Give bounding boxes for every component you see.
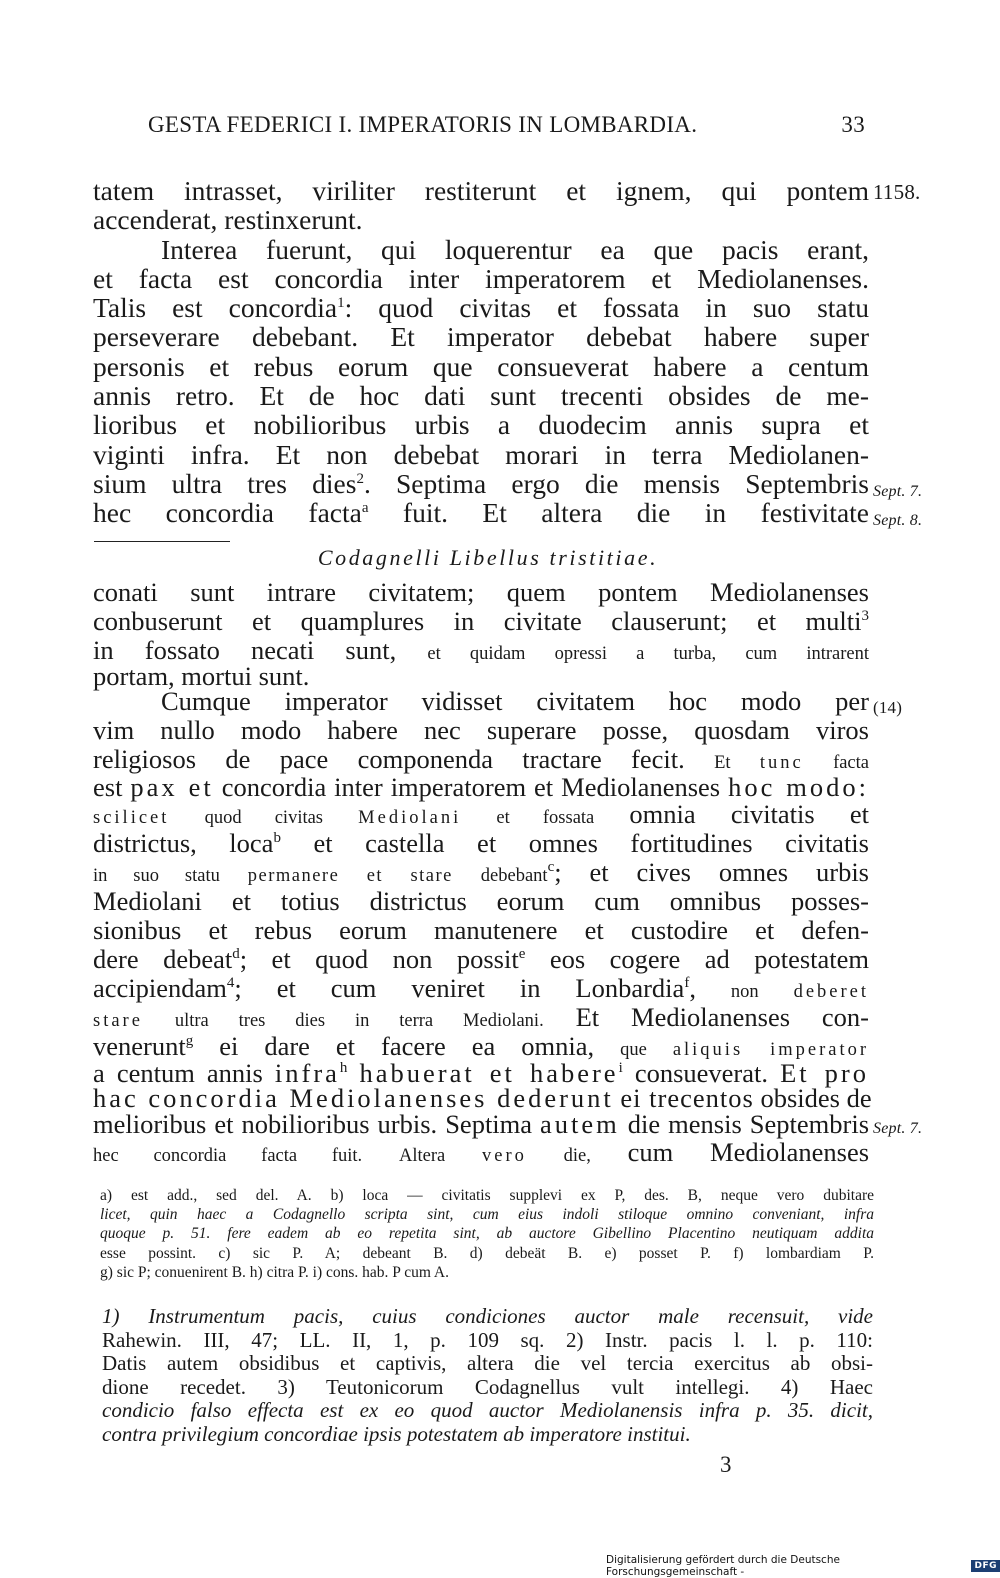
section-rule [94,541,230,542]
apparatus-line: a) est add., sed del. A. b) loca — civitatis supplevi ex P, des. B, neque vero dubitare [100,1187,874,1204]
text-line: in fossato necati sunt, et quidam opressi a turba, cum intrarent [93,635,870,665]
text-line: accipiendam$^4$; et cum veniret in Lonbardia$^f$, non deberet [93,973,870,1003]
text-line: melioribus et nobilioribus urbis. Septima autem die mensis Septembris Sept. 7. [93,1111,869,1138]
digitization-footer [606,1554,1000,1578]
text-line: Cumque imperator vidisset civitatem hoc modo per (14) [93,687,869,716]
margin-date: Sept. 8. [873,512,923,530]
running-header [148,112,865,138]
text-line: personis et rebus eorum que consueverat habere a centum [93,350,869,382]
text-line [93,497,923,530]
footnote-mark: a [361,500,369,517]
text-line: est pax et concordia inter imperatorem et Mediolanenses hoc modo: [93,772,870,802]
text-line: venerunt$^g$ ei dare et facere ea omnia, que aliquis imperator [93,1031,870,1061]
text-line: dere debeat$^d$; et quod non possit$^e$ eos cogere ad potestatem [93,944,870,974]
footer-text: Digitalisierung gefördert durch die Deutsche Forschungsgemeinschaft - [606,1554,840,1578]
text-line: religiosos de pace componenda tractare fecit. Et tunc facta [93,744,869,774]
footnote-line: Datis autem obsidibus et captivis, altera die vel tercia exercitus ab obsi- [102,1351,873,1376]
gesta-text [93,175,923,530]
footnote-line: contra privilegium concordiae ipsis potestatem ab imperatore institui. [102,1421,691,1446]
signature-number: 3 [720,1452,732,1477]
text-line: lioribus et nobilioribus urbis a duodecim annis supra et [93,409,869,441]
codagnelli-text [93,577,923,1167]
text-line: et facta est concordia inter imperatorem et Mediolanenses. [93,262,869,294]
text-line: sionibus et rebus eorum manutenere et custodire et defen- [93,915,869,945]
apparatus-criticus [100,1186,874,1282]
text-line: scilicet quod civitas Mediolani et fossata omnia civitatis et [93,799,869,829]
text-line: hec concordia facta fuit. Altera vero die, cum Mediolanenses [93,1137,870,1167]
text-line: vim nullo modo habere nec superare posse, quosdam viros [93,715,869,745]
dfg-logo-icon: DFG [971,1560,1000,1572]
text-line: a centum annis infra$^h$ habuerat et habere$^i$ consueverat. Et pro [93,1058,869,1088]
footnote-line: condicio falso effecta est ex eo quod auctor Mediolanensis infra p. 35. dicit, [102,1398,873,1423]
text-line: accenderat, restinxerunt. [93,204,363,236]
text-line: conati sunt intrare civitatem; quem pontem Mediolanenses [93,577,869,607]
page-number: 33 [841,112,865,137]
text-line: Talis est concordia$^1$: quod civitas et fossata in suo statu [93,292,870,324]
footnote-mark: 3 [861,608,869,625]
margin-year: 1158. [873,180,921,204]
footnote-mark: c [547,859,555,876]
apparatus-line: quoque p. 51. fere eadem ab eo repetita sint, ab auctore Gibellino Placentino neutiquam addita [100,1225,874,1243]
text-line: annis retro. Et de hoc dati sunt trecenti obsides de me- [93,380,869,412]
text-line: viginti infra. Et non debebat morari in terra Mediolanen- [93,438,869,470]
text-line: hac concordia Mediolanenses dederunt ei trecentos obsides de [93,1083,872,1113]
text-line: stare ultra tres dies in terra Mediolani. Et Mediolanenses con- [93,1002,870,1032]
apparatus-line: g) sic P; conuenirent B. h) citra P. i) cons. hab. P cum A. [100,1263,449,1281]
running-title: GESTA FEDERICI I. IMPERATORIS IN LOMBARDIA. [148,112,698,137]
footnotes [102,1305,873,1447]
section-title: Codagnelli Libellus tristitiae. [317,545,659,570]
text-line: conbuserunt et quamplures in civitate clauserunt; et multi$^3$ [93,606,869,636]
text-line: Interea fuerunt, qui loquerentur ea que pacis erant, [161,233,869,265]
margin-note: (14) [873,698,903,717]
apparatus-line: licet, quin haec a Codagnello scripta sint, cum eius indoli stiloque omnino conveniant, infra [100,1206,874,1224]
text-line: Mediolani et totius districtus eorum cum omnibus posses- [93,886,869,916]
footnote-mark: 2 [356,470,364,487]
text-line: in suo statu permanere et stare debebant$^c$; et cives omnes urbis [93,857,869,887]
margin-date: Sept. 7. [873,482,923,500]
footnote-mark: 1 [337,295,345,312]
text-line: tatem intrasset, viriliter restiterunt et ignem, qui pontem 1158. [93,175,921,206]
text-line: districtus, loca$^b$ et castella et omnes fortitudines civitatis [93,828,869,858]
apparatus-line: esse possint. c) sic P. A; debeant B. d) debeät B. e) posset P. f) lombardiam P. [100,1244,874,1262]
footnote-line: 1) Instrumentum pacis, cuius condiciones auctor male recensuit, vide [102,1304,873,1328]
margin-date: Sept. 7. [873,1120,923,1137]
text-line: sium ultra tres dies$^2$. Septima ergo die mensis Septembris Sept. 7. [93,469,869,498]
text-line: perseverare debebant. Et imperator debebat habere super [93,321,869,353]
footnote-line: Rahewin. III, 47; LL. II, 1, p. 109 sq. 2) Instr. pacis l. l. p. 110: [102,1327,873,1352]
footnote-line: dione recedet. 3) Teutonicorum Codagnellus vult intellegi. 4) Haec [102,1374,873,1399]
text-content: hec concordia facta$^a$ fuit. Et altera die in festivitate [93,497,869,529]
text-line: portam, mortui sunt. [93,661,310,691]
footnote-mark: b [273,830,281,847]
